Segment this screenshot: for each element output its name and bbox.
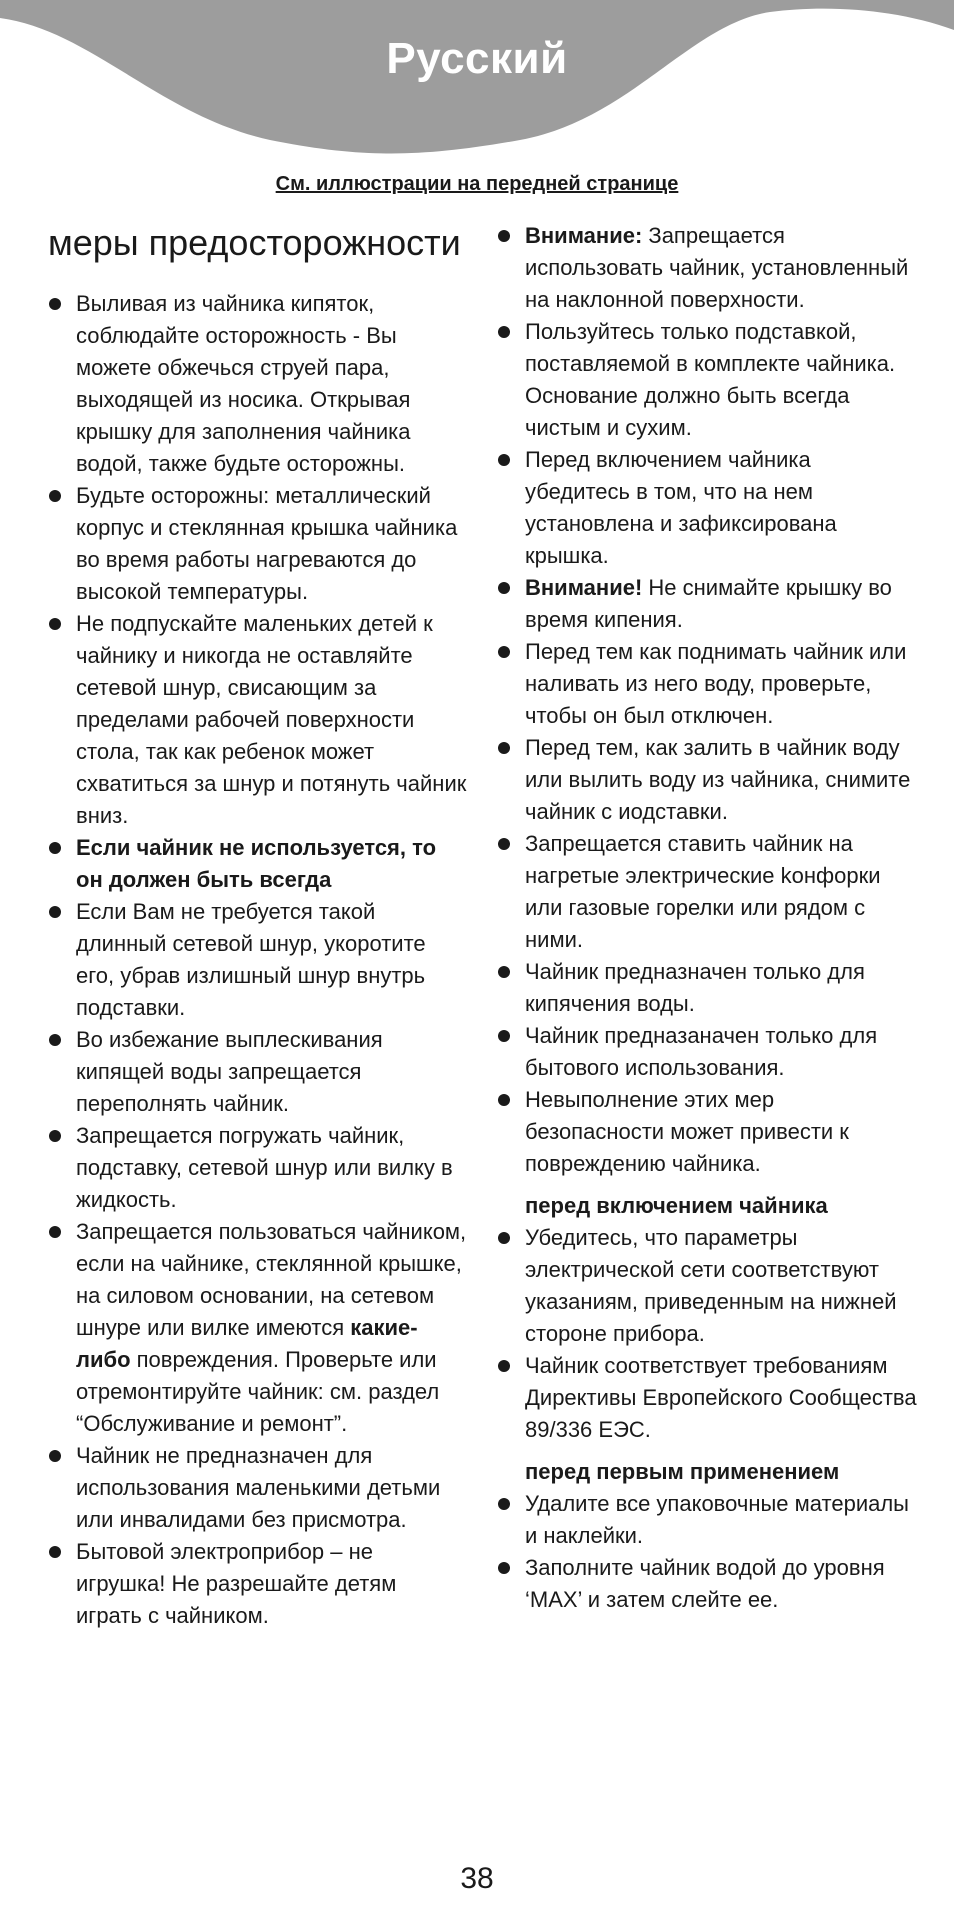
list-item: Будьте осторожны: металлический корпус и стеклянная крышка чайника во время работы нагреваются до высокой температуры.	[48, 480, 468, 608]
left-column	[48, 220, 468, 1632]
list-item: Не подпускайте маленьких детей к чайнику и никогда не оставляйте сетевой шнур, свисающим за пределами рабочей поверхности стола, так как ребенок может схватиться за шнур и потянуть чайник вниз.	[48, 608, 468, 832]
list-item: Запрещается погружать чайник, подставку, сетевой шнур или вилку в жидкость.	[48, 1120, 468, 1216]
list-item: Перед тем как поднимать чайник или наливать из него воду, проверьте, чтобы он был отключен.	[497, 636, 917, 732]
bold-phrase: какие-либо	[76, 1315, 418, 1372]
before-use-heading: перед включением чайника	[525, 1193, 828, 1218]
list-item: Невыполнение этих мер безопасности может привести к повреждению чайника.	[497, 1084, 917, 1180]
list-item-text: Запрещается пользоваться чайником, если на чайнике, стеклянной крышке, на силовом основании, на сетевом шнуре или вилке имеются	[76, 1219, 467, 1340]
section-title: меры предосторожности	[48, 222, 461, 263]
list-item: Перед включением чайника убедитесь в том, что на нем установлена и зафиксирована крышка.	[497, 444, 917, 572]
precautions-list-right	[497, 220, 917, 1180]
list-item: Если Вам не требуется такой длинный сетевой шнур, укоротите его, убрав излишный шнур внутрь подставки.	[48, 896, 468, 1024]
list-item	[497, 316, 917, 444]
page-number: 38	[460, 1862, 494, 1895]
list-item	[497, 220, 917, 316]
list-item-text: Запрещается использовать чайник, установленный на наклонной поверхности.	[525, 223, 909, 312]
list-item	[48, 1216, 468, 1440]
first-use-heading: перед первым применением	[525, 1459, 840, 1484]
list-item-text: повреждения. Проверьте или отремонтируйте чайник: см. раздел “Обслуживание и ремонт”.	[76, 1347, 440, 1436]
bold-notice: Если чайник не используется, то он должен быть всегда	[76, 835, 437, 892]
language-title: Русский	[386, 34, 568, 83]
list-item: Бытовой электроприбор – не игрушка! Не разрешайте детям играть с чайником.	[48, 1536, 468, 1632]
first-use-list	[497, 1488, 917, 1616]
list-item: Чайник соответствует требованиям Директивы Европейского Сообщества 89/336 ЕЭС.	[497, 1350, 917, 1446]
list-item	[497, 572, 917, 636]
list-item: Чайник предназаначен только для бытового использования.	[497, 1020, 917, 1084]
list-item-text: Не снимайте крышку во время кипения.	[525, 575, 892, 632]
precautions-list-left	[48, 288, 468, 1632]
before-use-list	[497, 1222, 917, 1446]
see-illustrations-note: См. иллюстрации на передней странице	[275, 173, 679, 195]
list-item: Выливая из чайника кипяток, соблюдайте осторожность - Вы можете обжечься струей пара, выходящей из носика. Открывая крышку для заполнения чайника водой, также будьте осторожны.	[48, 288, 468, 480]
list-item: Во избежание выплескивания кипящей воды запрещается переполнять чайник.	[48, 1024, 468, 1120]
list-item-text: Пользуйтесь только подставкой, поставляемой в комплекте чайника.	[525, 319, 896, 376]
warning-label: Внимание!	[525, 575, 643, 600]
list-item: Удалите все упаковочные материалы и наклейки.	[497, 1488, 917, 1552]
list-item: Убедитесь, что параметры электрической сети соответствуют указаниям, приведенным на нижней стороне прибора.	[497, 1222, 917, 1350]
warning-label: Внимание:	[525, 223, 643, 248]
list-item	[48, 832, 468, 896]
right-column	[497, 220, 917, 1616]
list-item-subtext: Основание должно быть всегда чистым и сухим.	[525, 383, 850, 440]
list-item: Чайник предназначен только для кипячения воды.	[497, 956, 917, 1020]
list-item: Чайник не предназначен для использования маленькими детьми или инвалидами без присмотра.	[48, 1440, 468, 1536]
list-item: Перед тем, как залить в чайник воду или вылить воду из чайника, снимите чайник с иодставки.	[497, 732, 917, 828]
list-item: Запрещается ставить чайник на нагретые электрические kонфорки или газовые горелки или рядом с ними.	[497, 828, 917, 956]
list-item: Заполните чайник водой до уровня ‘MAX’ и затем слейте ее.	[497, 1552, 917, 1616]
